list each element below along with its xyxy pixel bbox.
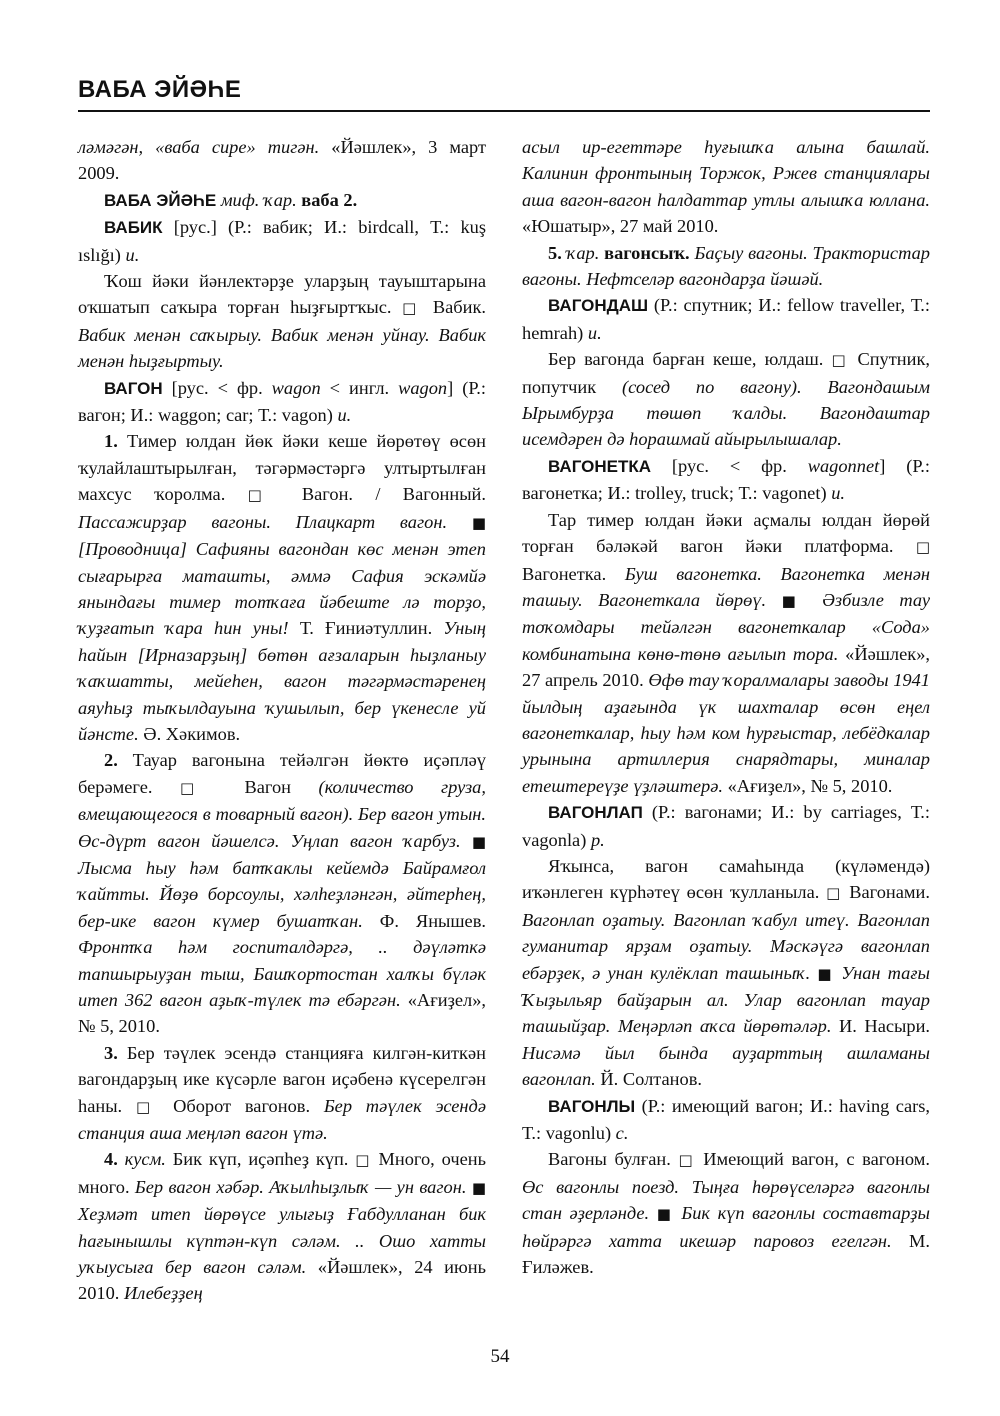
black-square-icon: ■ (781, 591, 807, 610)
black-square-icon: ■ (817, 964, 835, 983)
white-square-icon: □ (179, 778, 217, 797)
right-column (522, 134, 930, 1280)
sense-1: 1. Тимер юлдан йөк йәки кеше йөрөтөү өсөн ҡулайлаштырылған, тәгәрмәстәргә ултыртылған махсус ҡоролма. □ Вагон. / Вагонный. Пассажирҙар вагоны. Плацкарт вагон. ■ [Проводница] Сафияны вагондан көс менән этеп сығарырға маташты, әммә Сафия эскәмйә янындағы тимер тотҡаға йәбеште лә торҙо, ҡуҙғатып ҡара һин уны! Т. Ғиниәтуллин. Уның һайын [Ирназарҙың] бөтөн ағзаларын һыҙланыу ҡаҡшатты, мейеһен, вагон тәгәрмәстәренең аяуһыҙ тыҡылдауына ҡушылып, бер үкенесле уй йәнсте. Ә. Хәкимов. (78, 431, 486, 744)
black-square-icon: ■ (656, 1205, 674, 1224)
entry-vagonetka: ВАГОНЕТКА [рус. < фр. wagonnet] (Р.: вагонетка; И.: trolley, truck; Т.: vagonet) и. (522, 455, 930, 504)
left-column (78, 134, 486, 1307)
headword: ВАГОН (104, 378, 163, 398)
headword: ВАГОНЛАП (548, 803, 643, 823)
white-square-icon: □ (402, 299, 423, 318)
entry-continuation: ләмәгән, «ваба сире» тигән. «Йәшлек», 3 март 2009. (78, 137, 486, 184)
entry-vagondash: ВАГОНДАШ (Р.: спутник; И.: fellow traveller, Т.: hemrah) и. (522, 295, 930, 343)
black-square-icon: ■ (471, 832, 486, 851)
headword: ВАГОНЕТКА (548, 456, 651, 476)
white-square-icon: □ (831, 351, 850, 370)
running-header: ВАБА ЭЙӘҺЕ (78, 76, 242, 103)
entry-vagonlap: ВАГОНЛАП (Р.: вагонами; И.: by carriages, Т.: vagonla) р. (522, 802, 930, 850)
white-square-icon: □ (915, 538, 930, 557)
headword: ВАГОНЛЫ (548, 1096, 636, 1116)
white-square-icon: □ (135, 1097, 160, 1116)
headword: ВАБА ЭЙӘҺЕ (104, 190, 217, 210)
definition: Яҡынса, вагон самаһында (күләмендә) иҡәнлеген күрһәтеү өсөн ҡулланыла. □ Вагонами. Вагонлап оҙатыу. Вагонлап ҡабул итеү. Вагонлап гуманитар ярҙам оҙатыу. Мәскәүгә вагонлап ебәрҙек, ә унан кулёклап ташыныҡ. ■ Унан тағы Ҡыҙыльяр байҙарын ал. Улар вагонлап тауар ташыйҙар. Меңәрләп аҡса йөрөтәләр. И. Насыри. Нисәмә йыл бында ауҙарттың ашламаны вагонлап. Й. Солтанов. (522, 855, 931, 1090)
entry-continuation: асыл ир-егеттәре һуғышҡа алына башлай. Калинин фронтының Торжок, Ржев станциялары аша вагон-вагон һалдаттар утлы алышҡа юллана. «Юшатыр», 27 май 2010. (522, 137, 930, 237)
black-square-icon: ■ (471, 513, 486, 532)
definition: Тар тимер юлдан йәки аҫмалы юлдан йөрөй торған бәләкәй вагон йәки платформа. □ Вагонетка. Буш вагонетка. Вагонетка менән ташыу. Вагонеткала йөрөү. ■ Әзбизле тау тоҡомдары тейәлгән вагонеткалар «Сода» комбинатына көнө-төнө ағылып тора. «Йәшлек», 27 апрель 2010. Өфө тау ҡоралмалары заводы 1941 йылдың аҙағында үк шахталар өсөн еңел вагонеткалар, һыу һәм ком һурғыстар, лебёдкалар урынына артиллерия снарядтары, миналар етештереүҙе үҙләштерә. «Ағиҙел», № 5, 2010. (522, 509, 930, 796)
headword: ВАГОНДАШ (548, 296, 649, 316)
white-square-icon: □ (826, 884, 843, 903)
sense-2: 2. Тауар вагонына тейәлгән йөктө иҫәпләү берәмеге. □ Вагон (количество груза, вмещающегося в товарный вагон). Бер вагон утын. Өс-дүрт вагон йәшелсә. Уңлап вагон ҡарбуз. ■ Лысма һыу һәм батҡаклы кейемдә Байрамғол ҡайтты. Йөҙө борсоулы, хәлһеҙләнгән, әйтерһең, бер-ике вагон күмер бушатҡан. Ф. Янышев. Фронтҡа һәм госпиталдәргә, .. дәүләткә тапшырыуҙан тыш, Башҡортостан халҡы бүләк итеп 362 вагон аҙыҡ-түлек тә ебәргән. «Ағиҙел», № 5, 2010. (78, 750, 486, 1037)
definition: Вагоны булған. □ Имеющий вагон, с вагоном. Өс вагонлы поезд. Тыңға һөрөүселәргә вагонлы стан әҙерләнде. ■ Бик күп вагонлы составтарҙы һөйрәргә хатта икешәр паровоз егелгән. М. Ғиләжев. (522, 1149, 930, 1278)
white-square-icon: □ (678, 1151, 696, 1170)
entry-vabik: ВАБИК [рус.] (Р.: вабик; И.: birdcall, Т.: kuş ıslığı) и. (78, 217, 486, 265)
page-number: 54 (490, 1346, 510, 1367)
header-rule (78, 110, 930, 112)
entry-vagon: ВАГОН [рус. < фр. wagon < ингл. wagon] (Р.: вагон; И.: waggon; car; Т.: vagon) и. (78, 377, 486, 426)
definition: Ҡош йәки йәнлектәрҙе уларҙың тауыштарына оҡшатып саҡыра торған һыҙғыртҡыс. □ Вабик. Вабик менән саҡырыу. Вабик менән уйнау. Вабик менән һыҙғыртыу. (78, 271, 486, 372)
definition: Бер вагонда барған кеше, юлдаш. □ Спутник, попутчик (сосед по вагону). Вагондашым Ырымбурҙа төшөп ҡалды. Вагондаштар исемдәрен дә һорашмай айырылышалар. (522, 349, 930, 450)
sense-4: 4. кусм. Бик күп, иҫәпһеҙ күп. □ Много, очень много. Бер вагон хәбәр. Аҡылһыҙлыҡ — ун вагон. ■ Хеҙмәт итеп йөрөүсе улығыҙ Ғабдулланан бик һағынышлы күптән-күп сәләм. .. Ошо хатты уҡыусыға бер вагон сәләм. «Йәшлек», 24 июнь 2010. Илебеҙҙең (78, 1149, 486, 1304)
entry-vaba-eyehe: ВАБА ЭЙӘҺЕ миф. ҡар. ваба 2. (104, 189, 358, 210)
headword: ВАБИК (104, 218, 163, 238)
white-square-icon: □ (247, 486, 280, 505)
entry-vagonly: ВАГОНЛЫ (Р.: имеющий вагон; И.: having cars, Т.: vagonlu) с. (522, 1095, 930, 1144)
sense-5: 5. ҡар. вагонсыҡ. Баҫыу вагоны. Трактористар вагоны. Нефтселәр вагондарҙа йәшәй. (522, 242, 930, 290)
sense-3: 3. Бер тәүлек эсендә станцияға килгән-киткән вагондарҙың ике күсәрле вагон иҫәбенә күсерелгән һаны. □ Оборот вагонов. Бер тәүлек эсендә станция аша меңләп вагон үтә. (78, 1042, 486, 1144)
black-square-icon: ■ (471, 1178, 486, 1197)
white-square-icon: □ (355, 1151, 372, 1170)
